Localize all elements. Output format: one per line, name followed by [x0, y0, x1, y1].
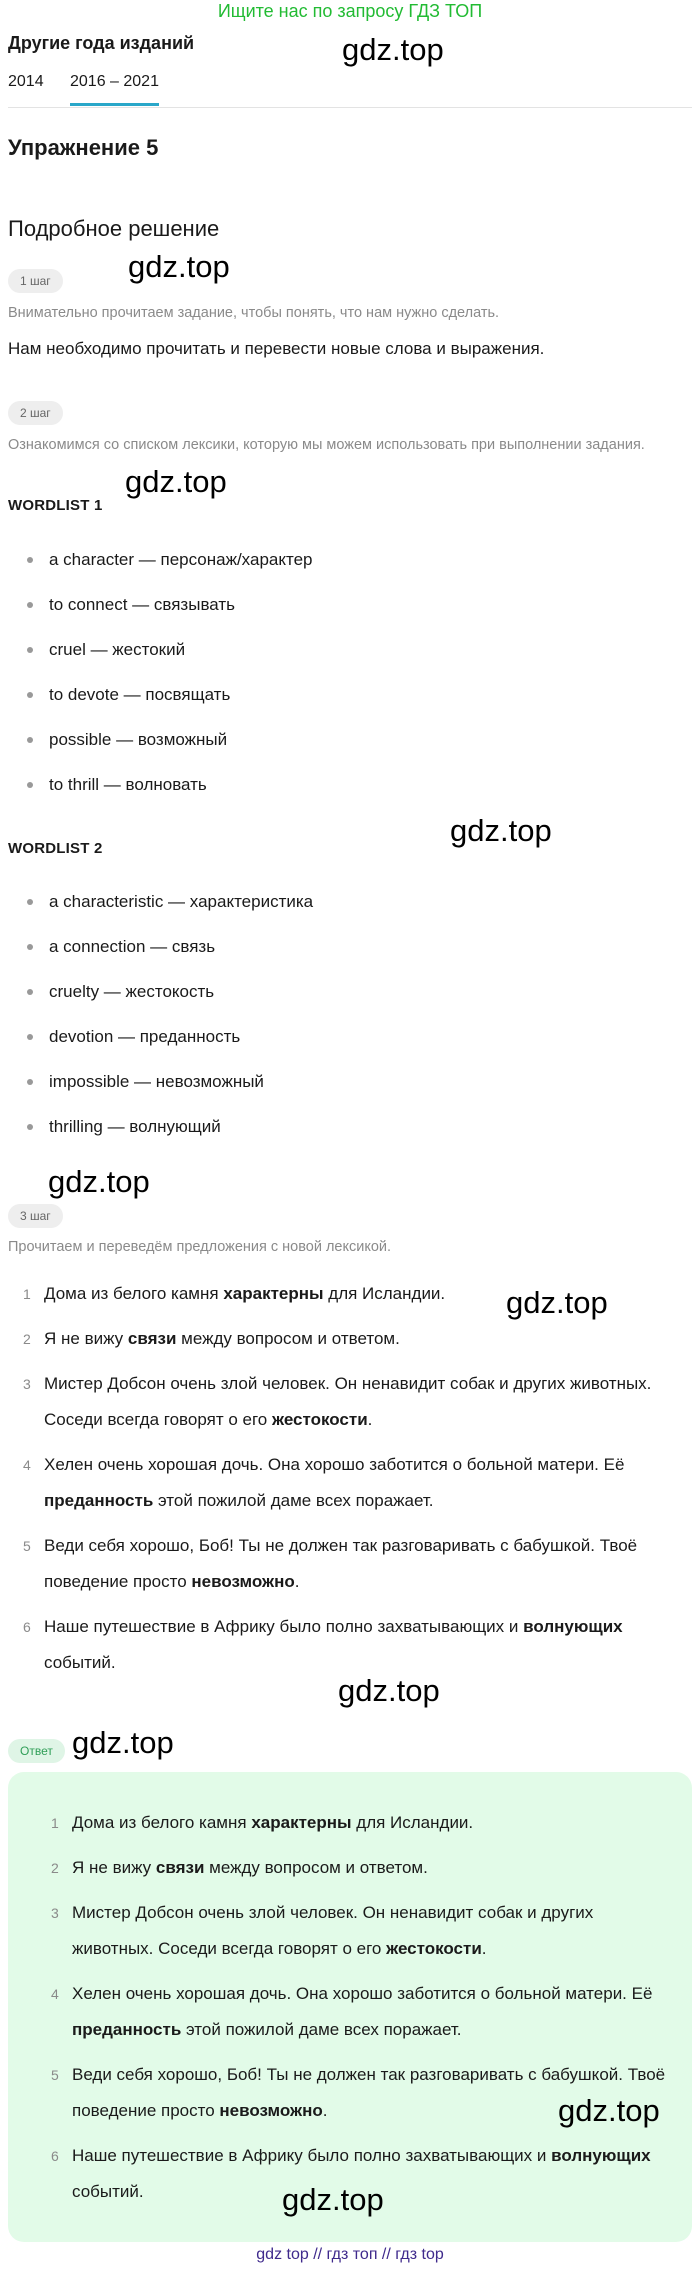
list-item: thrilling — волнующий [8, 1114, 692, 1159]
list-item: to connect — связывать [8, 592, 692, 637]
item-number: 4 [51, 1986, 59, 2002]
list-item: cruelty — жестокость [8, 979, 692, 1024]
watermark: gdz.top [48, 1164, 150, 1199]
item-number: 6 [51, 2148, 59, 2164]
answer-badge: Ответ [8, 1739, 65, 1763]
item-number: 1 [23, 1286, 31, 1302]
wordlist-2-title: WORDLIST 2 [8, 840, 103, 857]
answer-box [8, 1772, 692, 2242]
answer-sentences-list [36, 1805, 676, 2219]
list-item: 6 Наше путешествие в Африку было полно захватывающих и волнующих событий. [36, 2138, 676, 2210]
step-1-text: Нам необходимо прочитать и перевести новые слова и выражения. [8, 339, 545, 358]
step-3-badge: 3 шаг [8, 1204, 63, 1228]
list-item: 4 Хелен очень хорошая дочь. Она хорошо заботится о больной матери. Её преданность этой пожилой даме всех поражает. [36, 1976, 676, 2048]
list-item: a characteristic — характеристика [8, 889, 692, 934]
item-number: 6 [23, 1619, 31, 1635]
list-item: cruel — жестокий [8, 637, 692, 682]
item-number: 3 [51, 1905, 59, 1921]
item-number: 4 [23, 1457, 31, 1473]
list-item: 3 Мистер Добсон очень злой человек. Он ненавидит собак и других животных. Соседи всегда говорят о его жестокости. [36, 1895, 676, 1967]
item-number: 5 [23, 1538, 31, 1554]
list-item: devotion — преданность [8, 1024, 692, 1069]
watermark: gdz.top [506, 1285, 608, 1320]
step-2-badge: 2 шаг [8, 401, 63, 425]
solution-title: Подробное решение [8, 216, 220, 241]
footer-links[interactable]: gdz top // гдз топ // гдз top [256, 2246, 444, 2263]
item-number: 2 [51, 1860, 59, 1876]
list-item: possible — возможный [8, 727, 692, 772]
list-item: 4 Хелен очень хорошая дочь. Она хорошо заботится о больной матери. Её преданность этой пожилой даме всех поражает. [8, 1447, 692, 1519]
list-item: 1 Дома из белого камня характерны для Исландии. [36, 1805, 676, 1841]
list-item: impossible — невозможный [8, 1069, 692, 1114]
sentences-list [8, 1276, 692, 1690]
list-item: 1 Дома из белого камня характерны для Исландии. [8, 1276, 692, 1312]
step-1-description: Внимательно прочитаем задание, чтобы понять, что нам нужно сделать. [8, 305, 500, 321]
watermark: gdz.top [342, 32, 444, 67]
wordlist-1 [8, 547, 692, 817]
watermark: gdz.top [282, 2182, 384, 2217]
step-3-description: Прочитаем и переведём предложения с новой лексикой. [8, 1239, 392, 1255]
tabs-divider [8, 107, 692, 108]
item-number: 2 [23, 1331, 31, 1347]
item-number: 3 [23, 1376, 31, 1392]
year-tab-2014[interactable]: 2014 [8, 73, 44, 90]
watermark: gdz.top [72, 1725, 174, 1760]
watermark: gdz.top [125, 464, 227, 499]
wordlist-2 [8, 889, 692, 1159]
list-item: a connection — связь [8, 934, 692, 979]
list-item: 3 Мистер Добсон очень злой человек. Он ненавидит собак и других животных. Соседи всегда говорят о его жестокости. [8, 1366, 692, 1438]
list-item: 2 Я не вижу связи между вопросом и ответом. [8, 1321, 692, 1357]
list-item: to devote — посвящать [8, 682, 692, 727]
list-item: 6 Наше путешествие в Африку было полно захватывающих и волнующих событий. [8, 1609, 692, 1681]
step-1-badge: 1 шаг [8, 269, 63, 293]
watermark: gdz.top [450, 813, 552, 848]
year-tab-2016-2021[interactable]: 2016 – 2021 [70, 73, 159, 106]
list-item: 5 Веди себя хорошо, Боб! Ты не должен так разговаривать с бабушкой. Твоё поведение просто невозможно. [36, 2057, 676, 2129]
watermark: gdz.top [128, 249, 230, 284]
list-item: 2 Я не вижу связи между вопросом и ответом. [36, 1850, 676, 1886]
watermark: gdz.top [558, 2093, 660, 2128]
wordlist-1-title: WORDLIST 1 [8, 497, 103, 514]
other-years-title: Другие года изданий [8, 33, 195, 53]
step-2-description: Ознакомимся со списком лексики, которую мы можем использовать при выполнении задания. [8, 437, 645, 453]
list-item: to thrill — волновать [8, 772, 692, 817]
top-banner: Ищите нас по запросу ГДЗ ТОП [217, 1, 483, 21]
item-number: 5 [51, 2067, 59, 2083]
watermark: gdz.top [338, 1673, 440, 1708]
exercise-title: Упражнение 5 [8, 135, 159, 160]
list-item: 5 Веди себя хорошо, Боб! Ты не должен так разговаривать с бабушкой. Твоё поведение просто невозможно. [8, 1528, 692, 1600]
item-number: 1 [51, 1815, 59, 1831]
list-item: a character — персонаж/характер [8, 547, 692, 592]
